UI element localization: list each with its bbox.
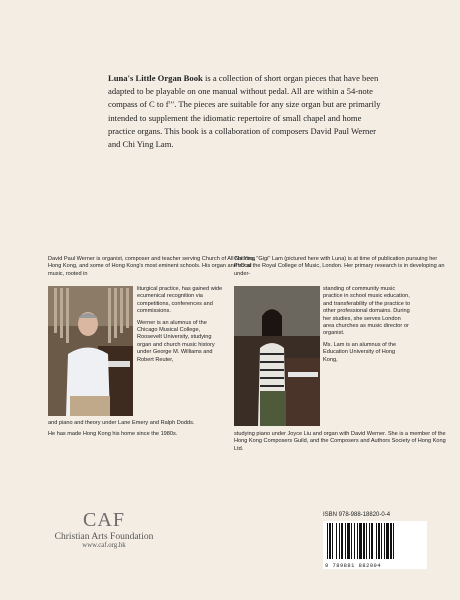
lam-intro: Chi Ying "Gigi" Lam (pictured here with Luna) is at time of publication pursuing her PhD at the Royal College of Music, London. Her primary research is in developing an under-	[234, 256, 445, 277]
lam-side2: Ms. Lam is an alumnus of the Education University of Hong Kong,	[323, 341, 397, 363]
lam-memberships: studying piano under Joyce Liu and organ with David Werner. She is a member of the Hong Kong Composers Guild, and the Composers and Authors Society of Hong Kong Ltd.	[234, 431, 446, 452]
isbn-label: ISBN 978-988-18820-0-4	[323, 512, 391, 518]
barcode-bars	[325, 523, 425, 559]
werner-photo	[48, 286, 133, 416]
publisher-url: www.caf.org.hk	[82, 542, 126, 549]
barcode-digits: 9 789881 882004	[325, 563, 382, 569]
werner-bio-end	[48, 420, 260, 443]
lam-bio	[234, 256, 446, 282]
lam-bio-end	[234, 431, 446, 457]
book-title: Luna's Little Organ Book	[108, 73, 203, 83]
werner-side2: Werner is an alumnus of the Chicago Musical College, Roosevelt University, studying organ and church music history under George M. Williams and Robert Reuter,	[137, 319, 215, 363]
barcode-block	[323, 512, 431, 569]
intro-text: is a collection of short organ pieces that have been adapted to be playable on one manual without pedal. All are within a 54-note compass of C to f′′′. The pieces are suitable for any size organ but are primarily intended to supplement the idiomatic repertoire of small chapel and home practice organs. This book is a collaboration of composers David Paul Werner and Chi Ying Lam.	[108, 73, 381, 150]
caf-logo: CAF	[83, 509, 125, 531]
werner-intro: David Paul Werner is organist, composer and teacher serving Church of All Nations, Hong Kong, and some of Hong Kong's most eminent schools. His organ and vocal music, rooted in	[48, 256, 256, 277]
intro-paragraph	[108, 72, 383, 151]
barcode	[323, 521, 427, 569]
werner-home: He has made Hong Kong his home since the 1980s.	[48, 431, 178, 438]
publisher-name: Christian Arts Foundation	[54, 532, 154, 542]
publisher-block	[54, 509, 154, 549]
lam-side1: standing of community music practice in school music education, and transferability of the practice to other professional domains. During her studies, she serves London area churches as music director or organist.	[323, 286, 411, 337]
werner-side-text	[137, 286, 223, 368]
werner-bio	[48, 256, 260, 282]
werner-side1: liturgical practice, has gained wide ecumenical recognition via competitions, conferences and commissions.	[137, 286, 223, 315]
werner-teachers: and piano and theory under Lane Emery and Ralph Dodds.	[48, 420, 195, 426]
lam-side-text	[323, 286, 411, 368]
lam-photo	[234, 286, 320, 426]
